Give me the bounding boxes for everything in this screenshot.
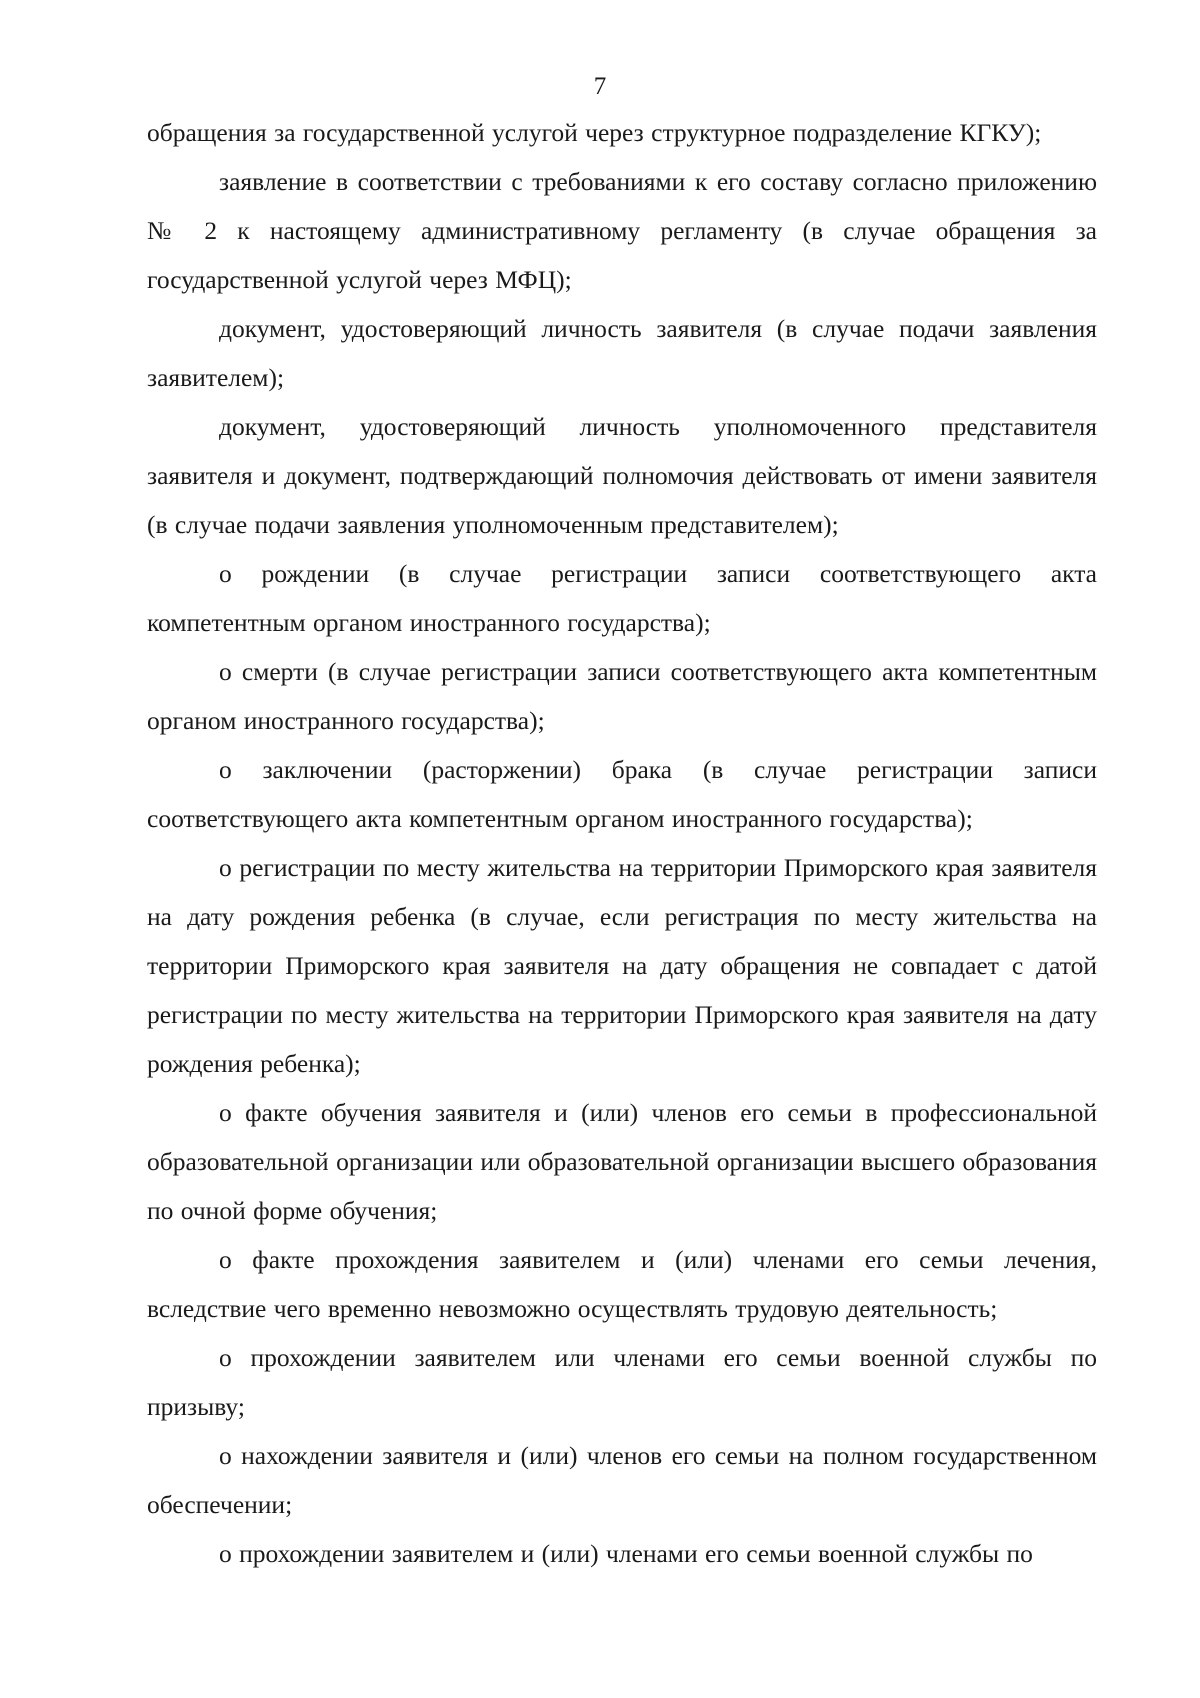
paragraph-marriage: о заключении (расторжении) брака (в случае регистрации записи соответствующего акта компетентным органом иностранного государства); xyxy=(147,755,1097,833)
paragraph-education: о факте обучения заявителя и (или) членов его семьи в профессиональной образовательной организации или образовательной организации высшего образования по очной форме обучения; xyxy=(147,1098,1097,1225)
paragraph-state-support: о нахождении заявителя и (или) членов его семьи на полном государственном обеспечении; xyxy=(147,1441,1097,1519)
paragraph-continuation: обращения за государственной услугой через структурное подразделение КГКУ); xyxy=(147,118,1042,147)
paragraph-death: о смерти (в случае регистрации записи соответствующего акта компетентным органом иностранного государства); xyxy=(147,657,1097,735)
paragraph-military-conscription: о прохождении заявителем или членами его семьи военной службы по призыву; xyxy=(147,1343,1097,1421)
paragraph-identity-document: документ, удостоверяющий личность заявителя (в случае подачи заявления заявителем); xyxy=(147,314,1097,392)
paragraph-military-service: о прохождении заявителем и (или) членами его семьи военной службы по xyxy=(219,1539,1033,1568)
paragraph-treatment: о факте прохождения заявителем и (или) членами его семьи лечения, вследствие чего временно невозможно осуществлять трудовую деятельность; xyxy=(147,1245,1097,1323)
page-number: 7 xyxy=(593,73,607,100)
document-body xyxy=(147,108,1097,1578)
paragraph-application: заявление в соответствии с требованиями к его составу согласно приложению № 2 к настоящему административному регламенту (в случае обращения за государственной услугой через МФЦ); xyxy=(147,167,1097,294)
paragraph-registration: о регистрации по месту жительства на территории Приморского края заявителя на дату рождения ребенка (в случае, если регистрация по месту жительства на территории Приморского края заявителя на дату обращения не совпадает с датой регистрации по месту жительства на территории Приморского края заявителя на дату рождения ребенка); xyxy=(147,853,1097,1078)
paragraph-representative-document: документ, удостоверяющий личность уполномоченного представителя заявителя и документ, подтверждающий полномочия действовать от имени заявителя (в случае подачи заявления уполномоченным представителем); xyxy=(147,412,1097,539)
paragraph-birth: о рождении (в случае регистрации записи соответствующего акта компетентным органом иностранного государства); xyxy=(147,559,1097,637)
